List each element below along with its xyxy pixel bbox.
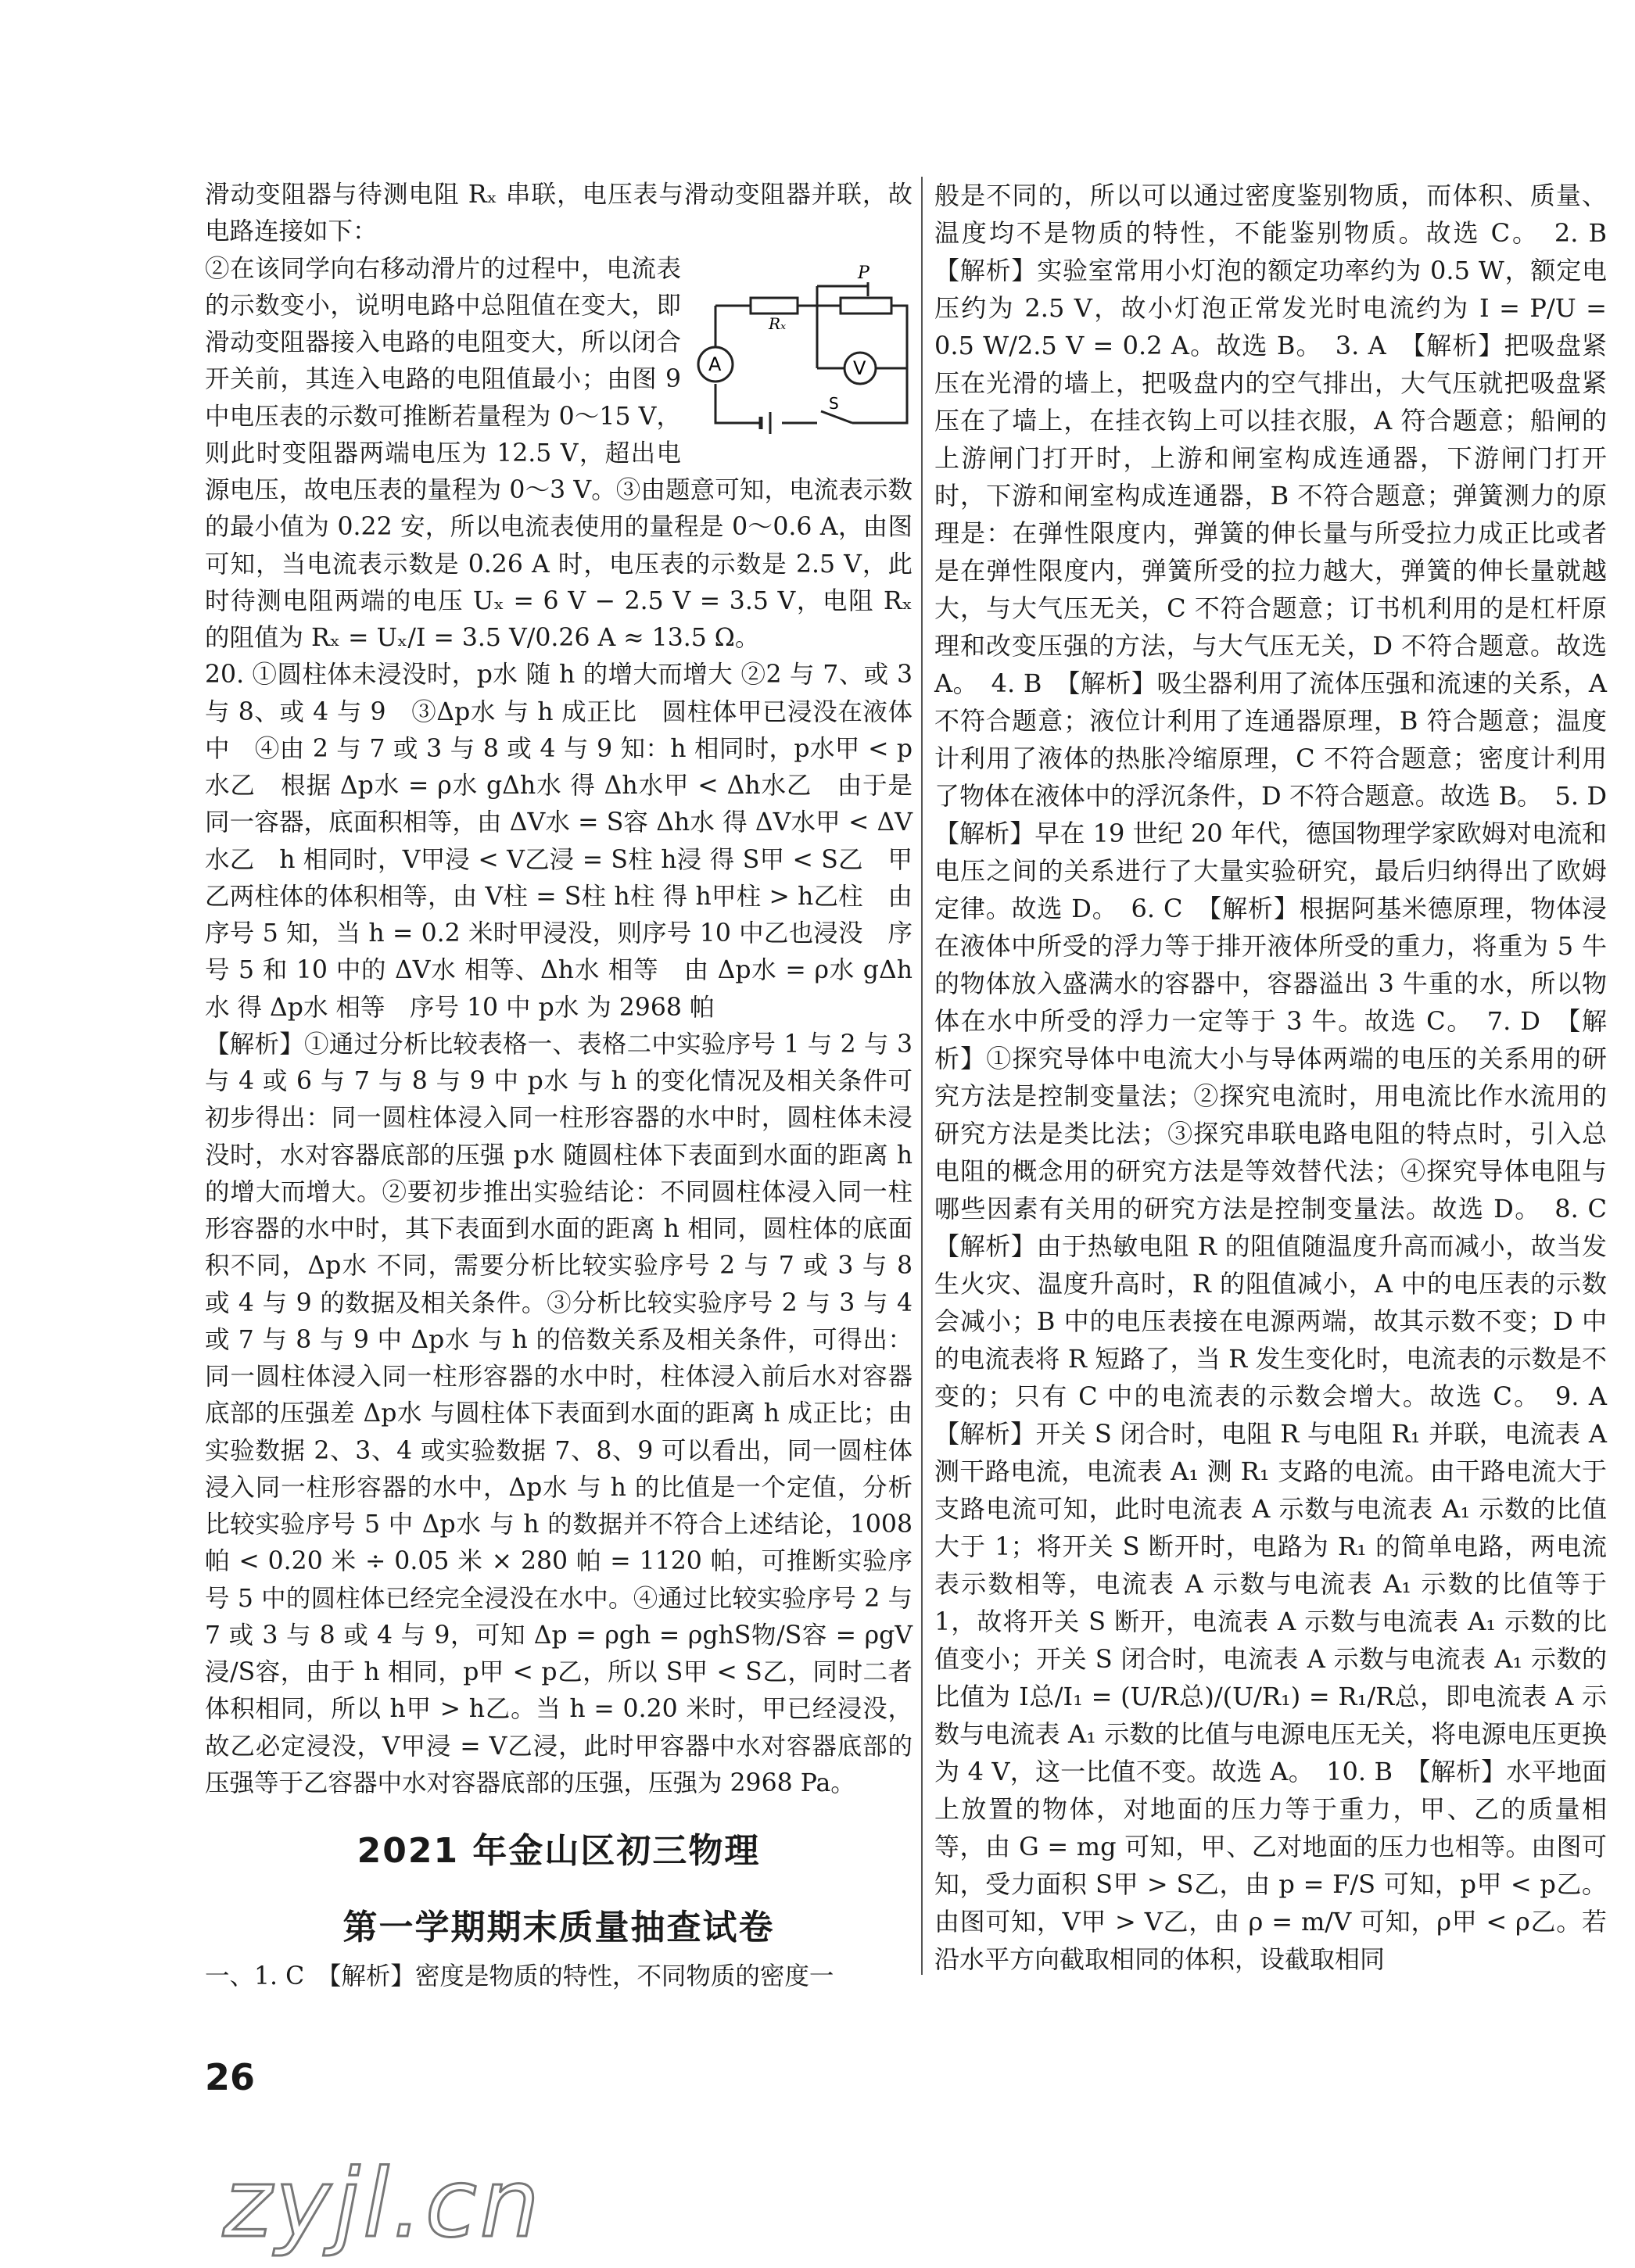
section-title-2: 第一学期期末质量抽查试卷: [342, 1908, 775, 1947]
right-column: [934, 177, 1633, 1978]
label-s: S: [829, 393, 839, 413]
left-paragraph-2: ②在该同学向右移动滑片的过程中，电流表的示数变小，说明电路中总阻值在变大，即滑动变阻器接入电路的电阻变大，所以闭合开关前，其连入电路的电阻值最小；由图 9 中电压表的示数可推断若量程为 0～15 V，则此时变阻器两端电压为 12.5 V，超出电源电压，故电压表的量程为 0～3 V。③由题意可知，电流表示数的最小值为 0.22 安，所以电流表使用的量程是 0～0.6 A，由图可知，当电流表示数是 0.26 A 时，电压表的示数是 2.5 V，此时待测电阻两端的电压 Uₓ = 6 V − 2.5 V = 3.5 V，电阻 Rₓ 的阻值为 Rₓ = Uₓ/I = 3.5 V/0.26 A ≈ 13.5 Ω。: [205, 254, 913, 652]
label-v: V: [853, 357, 866, 379]
label-p: P: [858, 263, 869, 283]
column-divider: [921, 177, 923, 1975]
left-paragraph-1: 滑动变阻器与待测电阻 Rₓ 串联，电压表与滑动变阻器并联，故电路连接如下：: [205, 181, 913, 246]
left-column: [205, 177, 913, 1995]
left-paragraph-3: 20. ①圆柱体未浸没时，p水 随 h 的增大而增大 ②2 与 7、或 3 与 8、或 4 与 9 ③Δp水 与 h 成正比 圆柱体甲已浸没在液体中 ④由 2 与 7 或 3 与 8 或 4 与 9 知：h 相同时，p水甲 < p水乙 根据 Δp水 = ρ水 gΔh水 得 Δh水甲 < Δh水乙 由于是同一容器，底面积相等，由 ΔV水 = S容 Δh水 得 ΔV水甲 < ΔV水乙 h 相同时，V甲浸 < V乙浸 = S柱 h浸 得 S甲 < S乙 甲乙两柱体的体积相等，由 V柱 = S柱 h柱 得 h甲柱 > h乙柱 由序号 5 知，当 h = 0.2 米时甲浸没，则序号 10 中乙也浸没 序号 5 和 10 中的 ΔV水 相等、Δh水 相等 由 Δp水 = ρ水 gΔh水 得 Δp水 相等 序号 10 中 p水 为 2968 帕: [205, 661, 913, 1022]
left-paragraph-4: 【解析】①通过分析比较表格一、表格二中实验序号 1 与 2 与 3 与 4 或 6 与 7 与 8 与 9 中 p水 与 h 的变化情况及相关条件可初步得出：同一圆柱体浸入同一柱形容器的水中时，圆柱体未浸没时，水对容器底部的压强 p水 随圆柱体下表面到水面的距离 h 的增大而增大。②要初步推出实验结论：不同圆柱体浸入同一柱形容器的水中时，其下表面到水面的距离 h 相同，圆柱体的底面积不同，Δp水 不同，需要分析比较实验序号 2 与 7 或 3 与 8 或 4 与 9 的数据及相关条件。③分析比较实验序号 2 与 3 与 4 或 7 与 8 与 9 中 Δp水 与 h 的倍数关系及相关条件，可得出：同一圆柱体浸入同一柱形容器的水中时，柱体浸入前后水对容器底部的压强差 Δp水 与圆柱体下表面到水面的距离 h 成正比；由实验数据 2、3、4 或实验数据 7、8、9 可以看出，同一圆柱体浸入同一柱形容器的水中，Δp水 与 h 的比值是一个定值，分析比较实验序号 5 中 Δp水 与 h 的数据并不符合上述结论，1008 帕 < 0.20 米 ÷ 0.05 米 × 280 帕 = 1120 帕，可推断实验序号 5 中的圆柱体已经完全浸没在水中。④通过比较实验序号 2 与 7 或 3 与 8 或 4 与 9，可知 Δp = ρgh = ρghS物/S容 = ρgV浸/S容，由于 h 相同，p甲 < p乙，所以 S甲 < S乙，同时二者体积相同，所以 h甲 > h乙。当 h = 0.20 米时，甲已经浸没，故乙必定浸没，V甲浸 = V乙浸，此时甲容器中水对容器底部的压强等于乙容器中水对容器底部的压强，压强为 2968 Pa。: [205, 1030, 913, 1797]
right-paragraph-1: 般是不同的，所以可以通过密度鉴别物质，而体积、质量、温度均不是物质的特性，不能鉴别物质。故选 C。 2. B 【解析】实验室常用小灯泡的额定功率约为 0.5 W，额定电压约为 2.5 V，故小灯泡正常发光时电流约为 I = P/U = 0.5 W/2.5 V = 0.2 A。故选 B。 3. A 【解析】把吸盘紧压在光滑的墙上，把吸盘内的空气排出，大气压就把吸盘紧压在了墙上，在挂衣钩上可以挂衣服，A 符合题意；船闸的上游闸门打开时，上游和闸室构成连通器，下游闸门打开时，下游和闸室构成连通器，B 不符合题意；弹簧测力的原理是：在弹性限度内，弹簧的伸长量与所受拉力成正比或者是在弹性限度内，弹簧所受的拉力越大，弹簧的伸长量就越大，与大气压无关，C 不符合题意；订书机利用的是杠杆原理和改变压强的方法，与大气压无关，D 不符合题意。故选 A。 4. B 【解析】吸尘器利用了流体压强和流速的关系，A 不符合题意；液位计利用了连通器原理，B 符合题意；温度计利用了液体的热胀冷缩原理，C 不符合题意；密度计利用了物体在液体中的浮沉条件，D 不符合题意。故选 B。 5. D 【解析】早在 19 世纪 20 年代，德国物理学家欧姆对电流和电压之间的关系进行了大量实验研究，最后归纳得出了欧姆定律。故选 D。 6. C 【解析】根据阿基米德原理，物体浸在液体中所受的浮力等于排开液体所受的重力，将重为 5 牛的物体放入盛满水的容器中，容器溢出 3 牛重的水，所以物体在水中所受的浮力一定等于 3 牛。故选 C。 7. D 【解析】①探究导体中电流大小与导体两端的电压的关系用的研究方法是控制变量法；②探究电流时，用电流比作水流用的研究方法是类比法；③探究串联电路电阻的特点时，引入总电阻的概念用的研究方法是等效替代法；④探究导体电阻与哪些因素有关用的研究方法是控制变量法。故选 D。 8. C 【解析】由于热敏电阻 R 的阻值随温度升高而减小，故当发生火灾、温度升高时，R 的阻值减小，A 中的电压表的示数会减小；B 中的电压表接在电源两端，故其示数不变；D 中的电流表将 R 短路了，当 R 发生变化时，电流表的示数是不变的；只有 C 中的电流表的示数会增大。故选 C。 9. A 【解析】开关 S 闭合时，电阻 R 与电阻 R₁ 并联，电流表 A 测干路电流，电流表 A₁ 测 R₁ 支路的电流。由干路电流大于支路电流可知，此时电流表 A 示数与电流表 A₁ 示数的比值大于 1；将开关 S 断开时，电路为 R₁ 的简单电路，两电流表示数相等，电流表 A 示数与电流表 A₁ 示数的比值等于 1，故将开关 S 断开，电流表 A 示数与电流表 A₁ 示数的比值变小；开关 S 闭合时，电流表 A 示数与电流表 A₁ 示数的比值为 I总/I₁ = (U/R总)/(U/R₁) = R₁/R总，即电流表 A 示数与电流表 A₁ 示数的比值与电源电压无关，将电源电压更换为 4 V，这一比值不变。故选 A。 10. B 【解析】水平地面上放置的物体，对地面的压力等于重力，甲、乙的质量相等，由 G = mg 可知，甲、乙对地面的压力也相等。由图可知，受力面积 S甲 > S乙，由 p = F/S 可知，p甲 < p乙。由图可知，V甲 > V乙，由 ρ = m/V 可知，ρ甲 < ρ乙。若沿水平方向截取相同的体积，设截取相同: [934, 181, 1633, 1974]
left-paragraph-5: 一、1. C 【解析】密度是物质的特性，不同物质的密度一: [205, 1962, 834, 1990]
label-rx: Rₓ: [769, 314, 787, 333]
watermark: zyjl.cn: [223, 2150, 543, 2259]
resistor-rx: [751, 298, 798, 314]
label-a: A: [708, 353, 722, 375]
page-number: 26: [205, 2056, 256, 2098]
section-title-1: 2021 年金山区初三物理: [357, 1831, 761, 1871]
rheostat: [841, 298, 891, 314]
circuit-diagram: [692, 259, 913, 439]
